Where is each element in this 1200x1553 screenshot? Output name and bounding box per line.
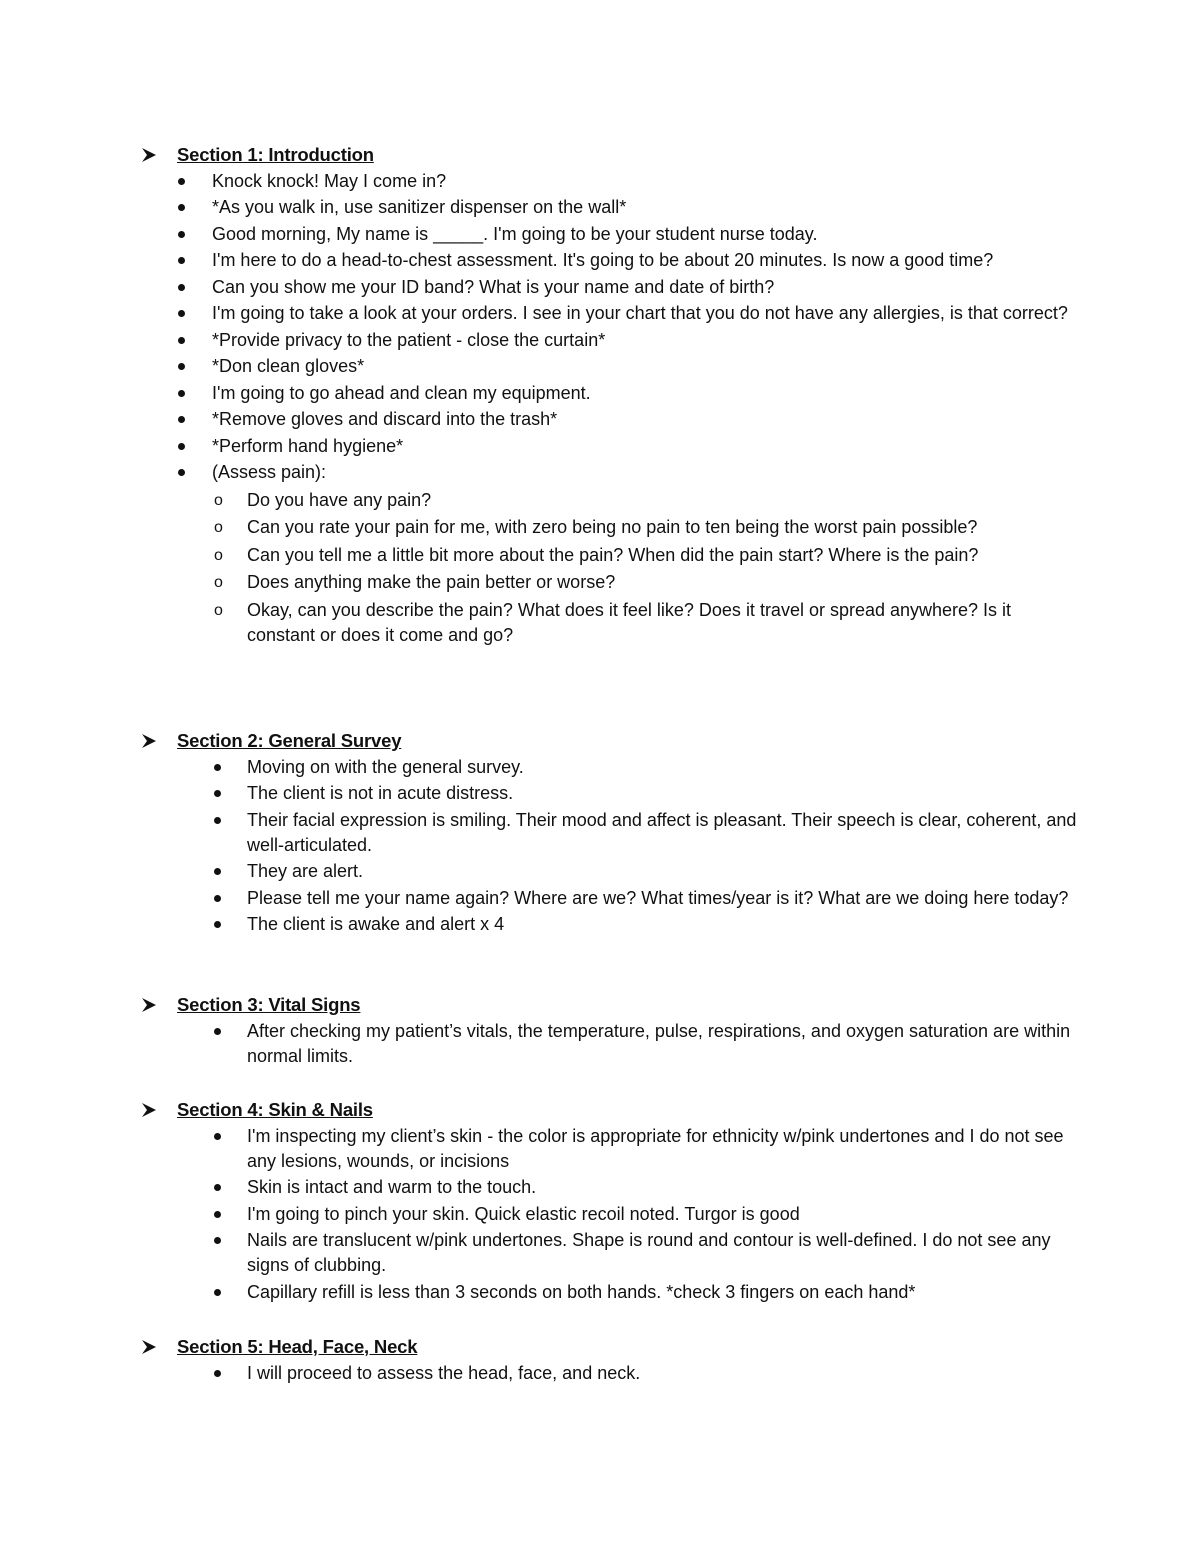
bullet-dot-icon — [178, 231, 185, 238]
bullet-list — [140, 755, 1080, 938]
list-item: Their facial expression is smiling. Their mood and affect is pleasant. Their speech is clear, coherent, and well-articulated. — [140, 808, 1080, 858]
section-vital-signs — [140, 993, 1080, 1069]
bullet-dot-icon — [214, 1237, 221, 1244]
section-title: Section 1: Introduction — [177, 144, 374, 165]
list-item: I'm inspecting my client’s skin - the color is appropriate for ethnicity w/pink undertones and I do not see any lesions, wounds, or incisions — [140, 1124, 1080, 1174]
section-title: Section 3: Vital Signs — [177, 994, 361, 1015]
sub-list-item: o Can you rate your pain for me, with zero being no pain to ten being the worst pain possible? — [140, 515, 1080, 540]
bullet-dot-icon — [214, 1289, 221, 1296]
list-item: They are alert. — [140, 859, 1080, 884]
bullet-dot-icon — [214, 817, 221, 824]
section-general-survey — [140, 729, 1080, 937]
list-item: I'm here to do a head-to-chest assessment. It's going to be about 20 minutes. Is now a good time? — [140, 248, 1080, 273]
list-item: I'm going to pinch your skin. Quick elastic recoil noted. Turgor is good — [140, 1202, 1080, 1227]
section-head-face-neck — [140, 1335, 1080, 1386]
bullet-dot-icon — [214, 921, 221, 928]
list-item: Skin is intact and warm to the touch. — [140, 1175, 1080, 1200]
circle-bullet-icon: o — [214, 519, 223, 536]
section-title: Section 2: General Survey — [177, 730, 402, 751]
section-heading — [140, 993, 1080, 1017]
arrow-bullet-icon — [140, 1102, 158, 1118]
section-skin-nails — [140, 1098, 1080, 1305]
list-item: Please tell me your name again? Where are we? What times/year is it? What are we doing here today? — [140, 886, 1080, 911]
section-title: Section 4: Skin & Nails — [177, 1099, 373, 1120]
list-item: Nails are translucent w/pink undertones. Shape is round and contour is well-defined. I do not see any signs of clubbing. — [140, 1228, 1080, 1278]
arrow-bullet-icon — [140, 733, 158, 749]
circle-bullet-icon: o — [214, 574, 223, 591]
list-item: *Don clean gloves* — [140, 354, 1080, 379]
bullet-dot-icon — [214, 868, 221, 875]
bullet-dot-icon — [214, 1370, 221, 1377]
bullet-dot-icon — [178, 284, 185, 291]
circle-bullet-icon: o — [214, 601, 223, 619]
list-item: *Provide privacy to the patient - close the curtain* — [140, 328, 1080, 353]
list-item: The client is not in acute distress. — [140, 781, 1080, 806]
bullet-dot-icon — [214, 764, 221, 771]
list-item: (Assess pain): — [140, 460, 1080, 485]
arrow-bullet-icon — [140, 147, 158, 163]
list-item: After checking my patient’s vitals, the temperature, pulse, respirations, and oxygen saturation are within normal limits. — [140, 1019, 1080, 1069]
bullet-dot-icon — [178, 337, 185, 344]
list-item: Moving on with the general survey. — [140, 755, 1080, 780]
list-item: Can you show me your ID band? What is your name and date of birth? — [140, 275, 1080, 300]
bullet-dot-icon — [178, 257, 185, 264]
list-item: I'm going to take a look at your orders. I see in your chart that you do not have any allergies, is that correct? — [140, 301, 1080, 326]
section-heading — [140, 1335, 1080, 1359]
list-item: The client is awake and alert x 4 — [140, 912, 1080, 937]
bullet-dot-icon — [214, 790, 221, 797]
bullet-list — [140, 169, 1080, 648]
bullet-dot-icon — [178, 443, 185, 450]
list-item: *Remove gloves and discard into the trash* — [140, 407, 1080, 432]
bullet-list — [140, 1124, 1080, 1305]
bullet-dot-icon — [214, 1028, 221, 1035]
sub-list-item: o Okay, can you describe the pain? What does it feel like? Does it travel or spread anywhere? Is it constant or does it come and go? — [214, 599, 1012, 645]
bullet-dot-icon — [178, 469, 185, 476]
bullet-dot-icon — [178, 416, 185, 423]
bullet-dot-icon — [214, 1184, 221, 1191]
section-heading — [140, 1098, 1080, 1122]
section-introduction — [140, 143, 1080, 648]
list-item: Knock knock! May I come in? — [140, 169, 1080, 194]
bullet-dot-icon — [178, 390, 185, 397]
section-heading — [140, 729, 1080, 753]
section-title: Section 5: Head, Face, Neck — [177, 1336, 418, 1357]
list-item: I'm going to go ahead and clean my equipment. — [140, 381, 1080, 406]
section-heading — [140, 143, 1080, 167]
bullet-dot-icon — [178, 204, 185, 211]
bullet-dot-icon — [214, 1211, 221, 1218]
list-item: I will proceed to assess the head, face, and neck. — [140, 1361, 1080, 1386]
bullet-list — [140, 1019, 1080, 1069]
sub-list-item: o Can you tell me a little bit more about the pain? When did the pain start? Where is the pain? — [140, 543, 1080, 568]
list-item: Capillary refill is less than 3 seconds on both hands. *check 3 fingers on each hand* — [140, 1280, 1080, 1305]
arrow-bullet-icon — [140, 997, 158, 1013]
circle-bullet-icon: o — [214, 491, 223, 509]
sub-list-item: o Does anything make the pain better or worse? — [140, 570, 1080, 595]
arrow-bullet-icon — [140, 1339, 158, 1355]
list-item: Good morning, My name is _____. I'm going to be your student nurse today. — [140, 222, 1080, 247]
bullet-dot-icon — [178, 178, 185, 185]
circle-bullet-icon: o — [214, 546, 223, 564]
bullet-dot-icon — [178, 310, 185, 317]
sub-list-item: o Do you have any pain? — [140, 488, 1080, 513]
list-item: *Perform hand hygiene* — [140, 434, 1080, 459]
bullet-dot-icon — [214, 895, 221, 902]
bullet-dot-icon — [214, 1133, 221, 1140]
list-item: *As you walk in, use sanitizer dispenser on the wall* — [140, 195, 1080, 220]
bullet-list — [140, 1361, 1080, 1386]
bullet-dot-icon — [178, 363, 185, 370]
